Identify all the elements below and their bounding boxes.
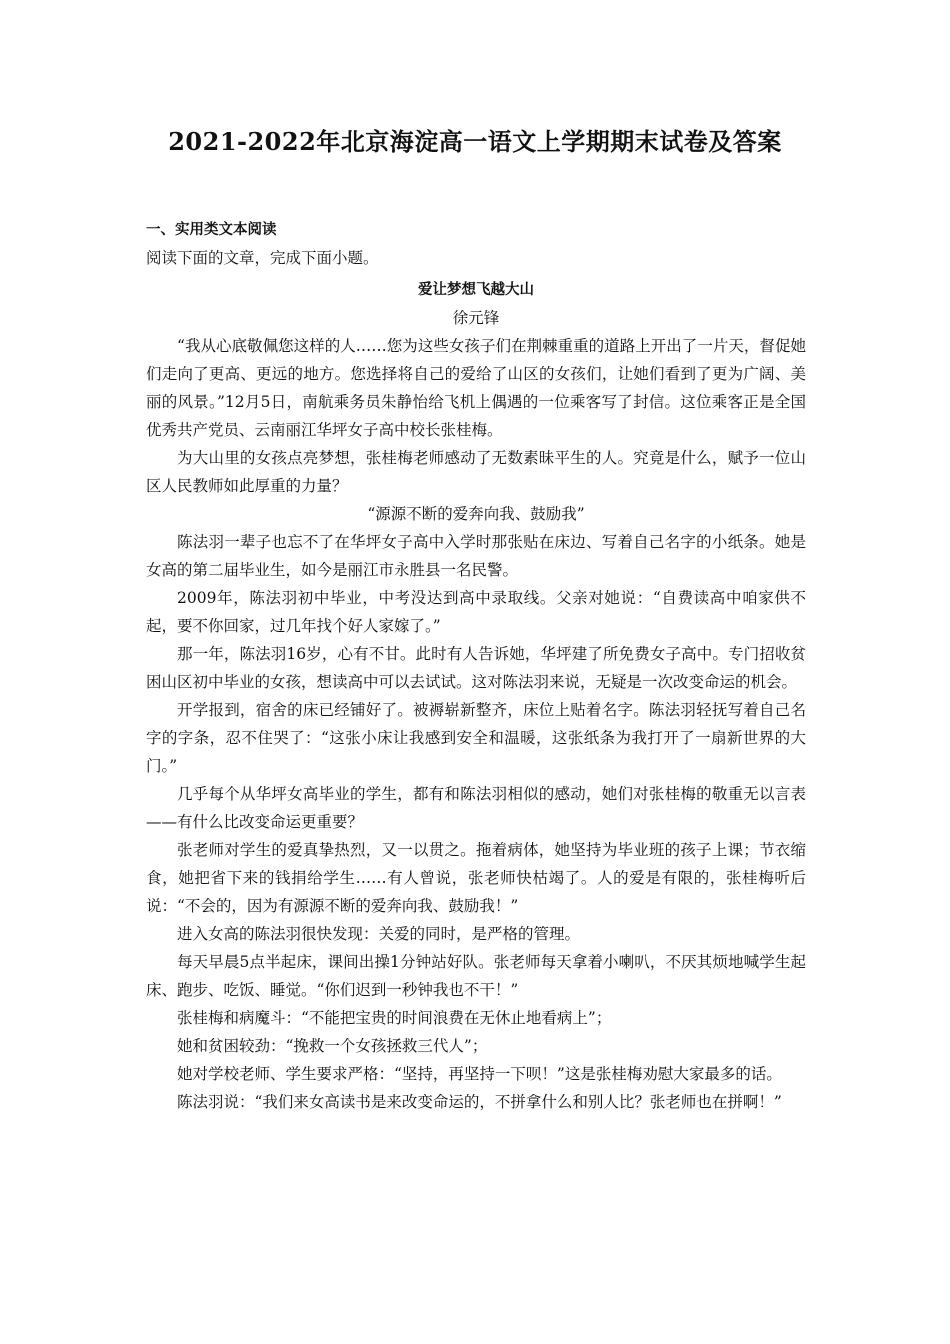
paragraph: 张桂梅和病魔斗：“不能把宝贵的时间浪费在无休止地看病上”； <box>177 1009 612 1027</box>
document-title: 2021-2022年北京海淀高一语文上学期期末试卷及答案 <box>168 127 782 156</box>
document-content <box>146 216 806 1116</box>
paragraph: 几乎每个从华坪女高毕业的学生，都有和陈法羽相似的感动，她们对张桂梅的敬重无以言表——有什么比改变命运更重要？ <box>146 785 806 831</box>
paragraph: 为大山里的女孩点亮梦想，张桂梅老师感动了无数素昧平生的人。究竟是什么，赋予一位山区人民教师如此厚重的力量？ <box>146 449 806 495</box>
reading-instruction: 阅读下面的文章，完成下面小题。 <box>146 249 379 267</box>
article-subheading: “源源不断的爱奔向我、鼓励我” <box>367 505 585 523</box>
paragraph: 张老师对学生的爱真挚热烈，又一以贯之。拖着病体，她坚持为毕业班的孩子上课；节衣缩食，她把省下来的钱捐给学生……有人曾说，张老师快枯竭了。人的爱是有限的，张桂梅听后说：“不会的，因为有源源不断的爱奔向我、鼓励我！” <box>146 841 806 915</box>
paragraph: 陈法羽说：“我们来女高读书是来改变命运的，不拼拿什么和别人比？张老师也在拼啊！” <box>177 1093 782 1111</box>
article-author: 徐元锋 <box>452 309 500 327</box>
paragraph: 她和贫困较劲：“挽救一个女孩拯救三代人”； <box>177 1037 488 1055</box>
paragraph: 开学报到，宿舍的床已经铺好了。被褥崭新整齐，床位上贴着名字。陈法羽轻抚写着自己名字的字条，忍不住哭了：“这张小床让我感到安全和温暖，这张纸条为我打开了一扇新世界的大门。” <box>146 701 806 775</box>
article-title: 爱让梦想飞越大山 <box>418 282 534 298</box>
paragraph: 那一年，陈法羽16岁，心有不甘。此时有人告诉她，华坪建了所免费女子高中。专门招收贫困山区初中毕业的女孩，想读高中可以去试试。这对陈法羽来说，无疑是一次改变命运的机会。 <box>146 645 806 691</box>
paragraph: “我从心底敬佩您这样的人……您为这些女孩子们在荆棘重重的道路上开出了一片天，督促她们走向了更高、更远的地方。您选择将自己的爱给了山区的女孩们，让她们看到了更为广阔、美丽的风景。”12月5日，南航乘务员朱静怡给飞机上偶遇的一位乘客写了封信。这位乘客正是全国优秀共产党员、云南丽江华坪女子高中校长张桂梅。 <box>146 337 806 439</box>
paragraph: 2009年，陈法羽初中毕业，中考没达到高中录取线。父亲对她说：“自费读高中咱家供不起，要不你回家，过几年找个好人家嫁了。” <box>146 589 806 635</box>
paragraph: 她对学校老师、学生要求严格：“坚持，再坚持一下呗！”这是张桂梅劝慰大家最多的话。 <box>177 1065 782 1083</box>
section-heading: 一、实用类文本阅读 <box>146 222 277 238</box>
paragraph: 进入女高的陈法羽很快发现：关爱的同时，是严格的管理。 <box>177 925 581 943</box>
paragraph: 陈法羽一辈子也忘不了在华坪女子高中入学时那张贴在床边、写着自己名字的小纸条。她是女高的第二届毕业生，如今是丽江市永胜县一名民警。 <box>146 533 806 579</box>
paragraph: 每天早晨5点半起床，课间出操1分钟站好队。张老师每天拿着小喇叭，不厌其烦地喊学生起床、跑步、吃饭、睡觉。“你们迟到一秒钟我也不干！” <box>146 953 806 999</box>
